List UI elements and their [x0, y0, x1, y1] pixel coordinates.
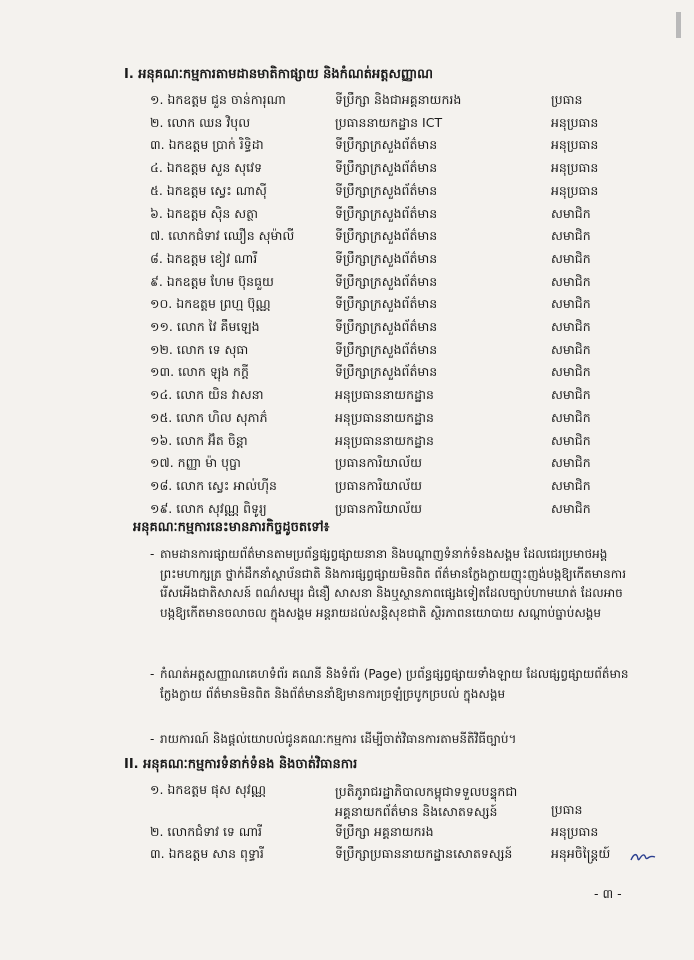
section-2-title: II. អនុគណៈកម្មការទំនាក់ទំនង និងចាត់វិធានការ: [124, 757, 358, 772]
member-role: សមាជិក: [551, 455, 591, 471]
member-name: ១៨. លោក ស្វេះ អាល់ហ៊ីន: [150, 477, 277, 493]
member-row: [0, 501, 694, 521]
member-name: ១. ឯកឧត្តម ផុស សុវណ្ណ: [150, 782, 266, 797]
member-position: អនុប្រធាននាយកដ្ឋាន: [335, 432, 434, 448]
member-row: [0, 296, 694, 316]
member-row: [0, 455, 694, 475]
member-role: សមាជិក: [551, 364, 591, 380]
member-role: សមាជិក: [551, 477, 591, 493]
member-role: អនុប្រធាន: [551, 137, 599, 153]
member-name: ៦. ឯកឧត្តម ស៊ិន សត្ថា: [150, 205, 259, 221]
member-position: ទីប្រឹក្សាក្រសួងព័ត៌មាន: [335, 228, 438, 244]
member-position: ប្រធានការិយាល័យ: [335, 477, 423, 493]
member-position: អនុប្រធាននាយកដ្ឋាន: [335, 409, 434, 425]
member-position: អនុប្រធាននាយកដ្ឋាន: [335, 387, 434, 403]
member-role: សមាជិក: [551, 228, 591, 244]
member-position: ទីប្រឹក្សាក្រសួងព័ត៌មាន: [335, 205, 438, 221]
member-role: ប្រធាន: [551, 92, 583, 107]
member-position: ទីប្រឹក្សា អគ្គនាយករង: [335, 824, 434, 839]
member-role: អនុប្រធាន: [551, 824, 599, 839]
member-position: ទីប្រឹក្សាប្រធាននាយកដ្ឋានសោតទស្សន៍: [335, 846, 513, 861]
member-row: [0, 387, 694, 407]
member-position: ទីប្រឹក្សាក្រសួងព័ត៌មាន: [335, 182, 438, 198]
member-position: ប្រធានការិយាល័យ: [335, 455, 423, 471]
member-name: ១៩. លោក សុវណ្ណ ពិទូរ្យ: [150, 500, 267, 516]
member-row: [0, 342, 694, 362]
member-name: ១៤. លោក យិន វាសនា: [150, 387, 264, 403]
section-2-member-row: [0, 846, 694, 866]
member-row: [0, 206, 694, 226]
member-role: សមាជិក: [551, 205, 591, 221]
member-name: ២. លោកជំទាវ ទេ ណារី: [150, 824, 263, 839]
member-role: សមាជិក: [551, 250, 591, 266]
member-role: សមាជិក: [551, 432, 591, 448]
duty-item: - តាមដានការផ្សាយព័ត៌មានតាមប្រព័ន្ធផ្សព្វផ្សាយនានា និងបណ្តាញទំនាក់ទំនងសង្គម ដែលជេរប្រមាថអង្គព្រះមហាក្សត្រ ថ្នាក់ដឹកនាំស្ថាប័នជាតិ និងការផ្សព្វផ្សាយមិនពិត ព័ត៌មានក្លែងក្លាយញុះញង់បង្កឱ្យកើតមានការរើសអើងជាតិសាសន៍ ពណ៌សម្បុរ ជំនឿ សាសនា និងឬស្ថានភាពផ្សេងទៀតដែលច្បាប់ហាមឃាត់ ដែលអាចបង្កឱ្យកើតមានចលាចល ក្នុងសង្គម អន្តរាយដល់សន្តិសុខជាតិ ស្ថិរភាពនយោបាយ សណ្តាប់ធ្នាប់សង្គម: [150, 547, 627, 620]
member-name: ១១. លោក វៃ គឹមឡេង: [150, 319, 260, 334]
member-position: ប្រតិភូរាជរដ្ឋាភិបាលកម្ពុជាទទួលបន្ទុកជា អគ្គនាយកព័ត៌មាន និងសោតទស្សន៍: [335, 784, 518, 819]
member-position: ទីប្រឹក្សាក្រសួងព័ត៌មាន: [335, 319, 438, 334]
section-1-title: I. អនុគណៈកម្មការតាមដានមាតិកាផ្សាយ និងកំណត់អត្តសញ្ញាណ: [124, 67, 434, 82]
member-position: ទីប្រឹក្សាក្រសួងព័ត៌មាន: [335, 160, 438, 176]
section-2-member-row: [0, 782, 694, 819]
member-name: ៧. លោកជំទាវ ឈឿន សុម៉ាលី: [150, 228, 295, 244]
member-role: សមាជិក: [551, 296, 591, 312]
member-role: អនុប្រធាន: [551, 160, 599, 176]
member-name: ៣. ឯកឧត្តម ប្រាក់ រិទ្ធិដា: [150, 137, 264, 153]
member-role: សមាជិក: [551, 273, 591, 289]
member-name: ៩. ឯកឧត្តម ហែម ប៊ុនធួយ: [150, 273, 274, 289]
page-edge-mark: [676, 12, 681, 38]
member-name: ២. លោក ឈន វិបុល: [150, 114, 251, 130]
member-row: [0, 478, 694, 498]
member-role: អនុអចិន្ត្រៃយ៍: [551, 846, 611, 861]
member-name: ៥. ឯកឧត្តម ស្វេះ ណាស៊ី: [150, 182, 267, 198]
duties-title: អនុគណៈកម្មការនេះមានភារកិច្ចដូចតទៅ៖: [133, 520, 330, 535]
member-role: សមាជិក: [551, 341, 591, 357]
member-row: [0, 251, 694, 271]
section-2-member-row: [0, 824, 694, 844]
page-number: - ៣ -: [594, 886, 622, 901]
member-row: [0, 183, 694, 203]
member-row: [0, 364, 694, 384]
member-position: ទីប្រឹក្សាក្រសួងព័ត៌មាន: [335, 341, 438, 357]
member-position: ទីប្រឹក្សាក្រសួងព័ត៌មាន: [335, 250, 438, 266]
member-position: ទីប្រឹក្សាក្រសួងព័ត៌មាន: [335, 296, 438, 312]
member-row: [0, 160, 694, 180]
member-row: [0, 115, 694, 135]
member-role: អនុប្រធាន: [551, 182, 599, 198]
member-position: ប្រធានការិយាល័យ: [335, 500, 423, 516]
member-row: [0, 433, 694, 453]
member-row: [0, 92, 694, 112]
member-row: [0, 319, 694, 339]
member-row: [0, 228, 694, 248]
member-name: ៨. ឯកឧត្តម ខៀវ ណារី: [150, 250, 258, 266]
member-name: ១០. ឯកឧត្តម ព្រហ្ម ប៊ុណ្ណ: [150, 296, 271, 312]
member-name: ៤. ឯកឧត្តម សួន សុវេទ: [150, 160, 263, 176]
member-position: ទីប្រឹក្សា និងជាអគ្គនាយករង: [335, 92, 462, 107]
member-row: [0, 137, 694, 157]
member-role: សមាជិក: [551, 409, 591, 425]
member-row: [0, 274, 694, 294]
member-role: សមាជិក: [551, 500, 591, 516]
member-position: ទីប្រឹក្សាក្រសួងព័ត៌មាន: [335, 364, 438, 380]
initials-signature: [630, 850, 656, 864]
member-name: ១៥. លោក ហិល សុភាភ៌: [150, 409, 268, 425]
member-name: ១៣. លោក ឡុង កក្តី: [150, 364, 249, 380]
member-role: សមាជិក: [551, 319, 591, 334]
duty-item: - រាយការណ៍ និងផ្តល់យោបល់ជូនគណៈកម្មការ ដើម្បីចាត់វិធានការតាមនីតិវិធីច្បាប់។: [150, 732, 517, 746]
member-position: ទីប្រឹក្សាក្រសួងព័ត៌មាន: [335, 137, 438, 153]
member-row: [0, 410, 694, 430]
duty-item: - កំណត់អត្តសញ្ញាណគេហទំព័រ គណនី និងទំព័រ (Page) ប្រព័ន្ធផ្សព្វផ្សាយទាំងឡាយ ដែលផ្សព្វផ្សាយព័ត៌មានក្លែងក្លាយ ព័ត៌មានមិនពិត និងព័ត៌មាននាំឱ្យមានការច្រឡំច្របូកច្របល់ ក្នុងសង្គម: [150, 667, 629, 701]
member-role: សមាជិក: [551, 387, 591, 403]
member-name: ១. ឯកឧត្តម ជួន ចាន់ការុណា: [150, 92, 286, 107]
member-name: ១៦. លោក អ៊ិត ចិន្តា: [150, 432, 248, 448]
member-position: ប្រធាននាយកដ្ឋាន ICT: [335, 114, 443, 130]
member-name: ៣. ឯកឧត្តម សាន ពុទ្ធារី: [150, 846, 264, 861]
member-name: ១៧. កញ្ញា ម៉ា បុប្ផា: [150, 455, 241, 471]
member-role: អនុប្រធាន: [551, 114, 599, 130]
member-name: ១២. លោក ទេ សុធា: [150, 341, 249, 357]
member-position: ទីប្រឹក្សាក្រសួងព័ត៌មាន: [335, 273, 438, 289]
member-role: ប្រធាន: [551, 802, 583, 817]
